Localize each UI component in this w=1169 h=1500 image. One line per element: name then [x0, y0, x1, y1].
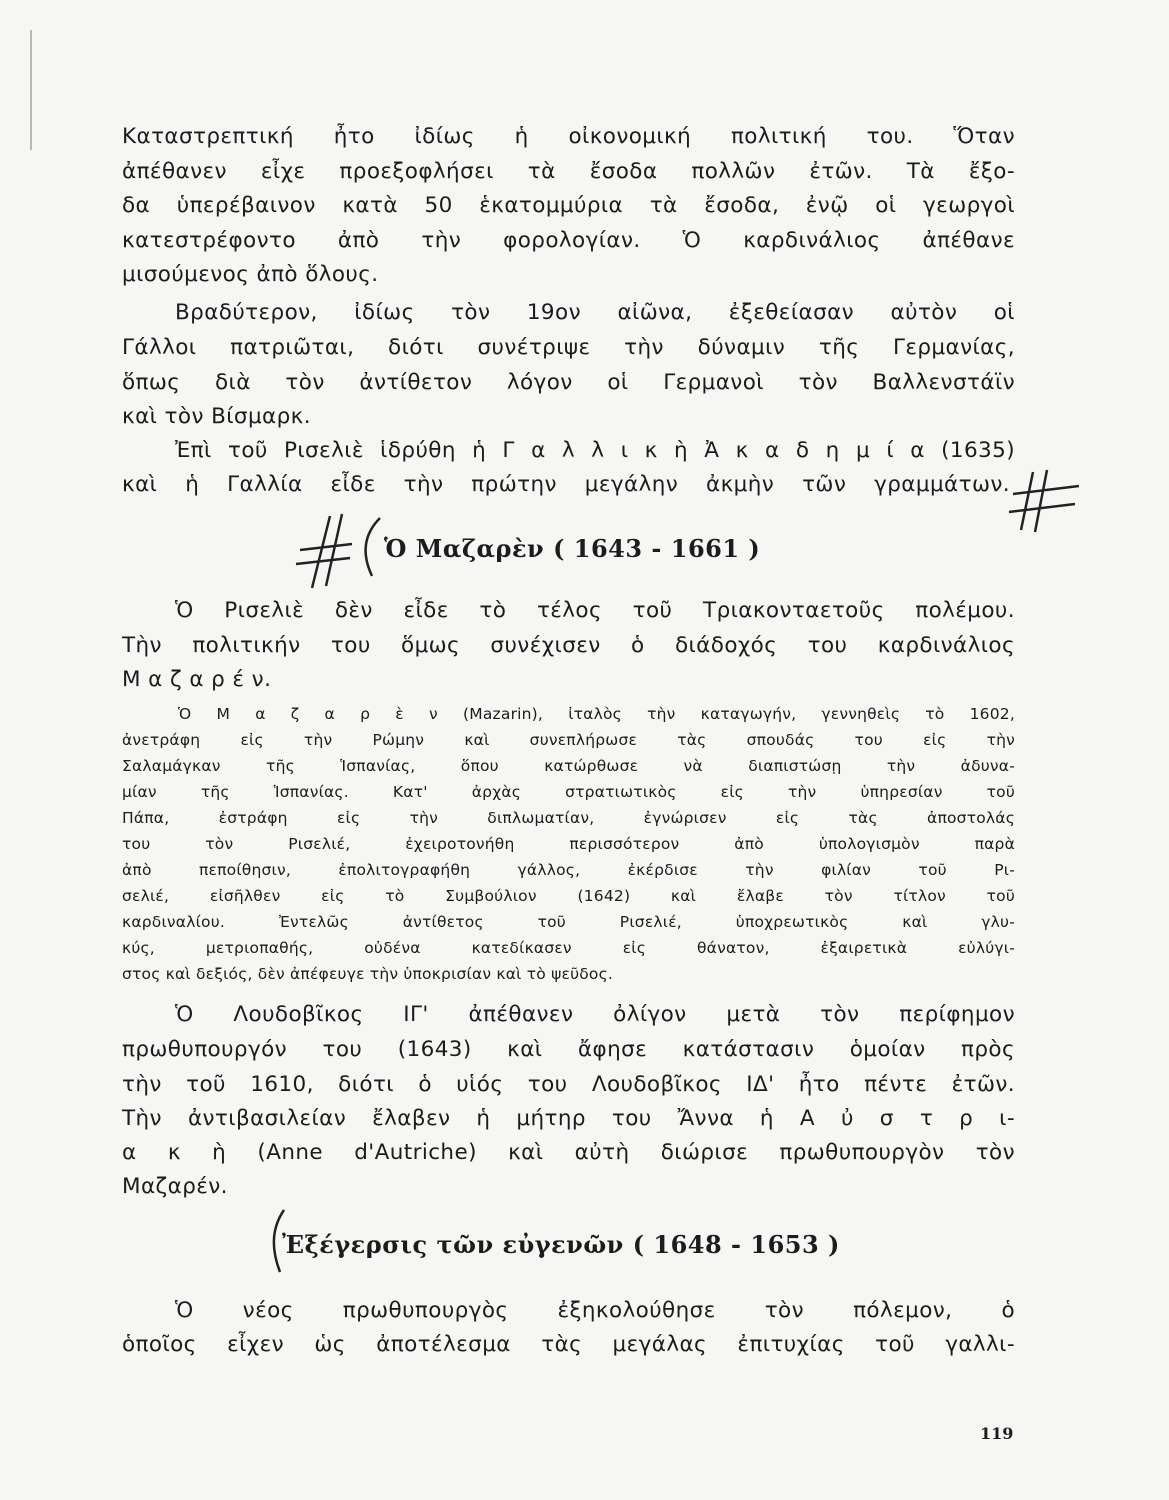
- text-line: Ἐπὶ τοῦ Ρισελιὲ ἱδρύθη ἡ Γ α λ λ ι κ ὴ Ἀ κ α δ η μ ί α (1635): [175, 438, 1015, 463]
- text-line: Βραδύτερον, ἰδίως τὸν 19ον αἰῶνα, ἐξεθείασαν αὐτὸν οἱ: [175, 300, 1015, 325]
- note-line: ἀπὸ πεποίθησιν, ἐπολιτογραφήθη γάλλος, ἐκέρδισε τὴν φιλίαν τοῦ Ρι-: [122, 861, 1015, 879]
- text-line: Μ α ζ α ρ έ ν.: [122, 667, 272, 692]
- note-line: μίαν τῆς Ἱσπανίας. Κατ' ἀρχὰς στρατιωτικὸς εἰς τὴν ὑπηρεσίαν τοῦ: [122, 783, 1015, 801]
- text-line: ὁποῖος εἶχεν ὡς ἀποτέλεσμα τὰς μεγάλας ἐπιτυχίας τοῦ γαλλι-: [122, 1332, 1015, 1357]
- page-number: 119: [980, 1424, 1014, 1443]
- note-line: Ὁ Μ α ζ α ρ ὲ ν (Mazarin), ἰταλὸς τὴν καταγωγήν, γεννηθεὶς τὸ 1602,: [178, 705, 1015, 723]
- note-line: σελιέ, εἰσῆλθεν εἰς τὸ Συμβούλιον (1642) καὶ ἔλαβε τὸν τίτλον τοῦ: [122, 887, 1015, 905]
- text-line: Ὁ Λουδοβῖκος ΙΓ' ἀπέθανεν ὀλίγον μετὰ τὸν περίφημον: [175, 1002, 1015, 1027]
- note-line: του τὸν Ρισελιέ, ἐχειροτονήθη περισσότερον ἀπὸ ὑπολογισμὸν παρὰ: [122, 835, 1015, 853]
- text-line: Τὴν πολιτικήν του ὅμως συνέχισεν ὁ διάδοχός του καρδινάλιος: [122, 633, 1015, 658]
- section-heading: Ὁ Μαζαρὲν ( 1643 - 1661 ): [384, 534, 761, 563]
- text-line: πρωθυπουργόν του (1643) καὶ ἄφησε κατάστασιν ὁμοίαν πρὸς: [122, 1037, 1015, 1062]
- text-line: μισούμενος ἀπὸ ὅλους.: [122, 262, 379, 287]
- text-line: κατεστρέφοντο ἀπὸ τὴν φορολογίαν. Ὁ καρδινάλιος ἀπέθανε: [122, 228, 1015, 253]
- text-line: Γάλλοι πατριῶται, διότι συνέτριψε τὴν δύναμιν τῆς Γερμανίας,: [122, 335, 1015, 360]
- text-line: τὴν τοῦ 1610, διότι ὁ υἱός του Λουδοβῖκος ΙΔ' ἦτο πέντε ἐτῶν.: [122, 1072, 1015, 1097]
- note-line: καρδιναλίου. Ἐντελῶς ἀντίθετος τοῦ Ρισελιέ, ὑποχρεωτικὸς καὶ γλυ-: [122, 913, 1015, 931]
- text-line: Ὁ νέος πρωθυπουργὸς ἐξηκολούθησε τὸν πόλεμον, ὁ: [175, 1298, 1015, 1323]
- text-line: δα ὑπερέβαινον κατὰ 50 ἑκατομμύρια τὰ ἔσοδα, ἐνῷ οἱ γεωργοὶ: [122, 193, 1015, 218]
- note-line: Σαλαμάγκαν τῆς Ἱσπανίας, ὅπου κατώρθωσε νὰ διαπιστώσῃ τὴν ἀδυνα-: [122, 757, 1015, 775]
- text-line: Ὁ Ρισελιὲ δὲν εἶδε τὸ τέλος τοῦ Τριακονταετοῦς πολέμου.: [175, 598, 1015, 623]
- note-line: Πάπα, ἐστράφη εἰς τὴν διπλωματίαν, ἐγνώρισεν εἰς τὰς ἀποστολάς: [122, 809, 1015, 827]
- note-line: ἀνετράφη εἰς τὴν Ρώμην καὶ συνεπλήρωσε τὰς σπουδάς του εἰς τὴν: [122, 731, 1015, 749]
- text-line: ὅπως διὰ τὸν ἀντίθετον λόγον οἱ Γερμανοὶ τὸν Βαλλενστάϊν: [122, 370, 1015, 395]
- text-line: Μαζαρέν.: [122, 1174, 228, 1199]
- scan-edge-mark: [30, 30, 32, 150]
- text-line: Καταστρεπτική ἦτο ἰδίως ἡ οἰκονομική πολιτική του. Ὅταν: [122, 124, 1015, 149]
- note-line: κύς, μετριοπαθής, οὐδένα κατεδίκασεν εἰς θάνατον, ἐξαιρετικὰ εὐλύγι-: [122, 939, 1015, 957]
- note-line: στος καὶ δεξιός, δὲν ἀπέφευγε τὴν ὑποκρισίαν καὶ τὸ ψεῦδος.: [122, 965, 614, 983]
- handwritten-hash-mark: [1005, 468, 1085, 538]
- text-line: ἀπέθανεν εἶχε προεξοφλήσει τὰ ἔσοδα πολλῶν ἐτῶν. Τὰ ἔξο-: [122, 159, 1015, 184]
- text-line: καὶ τὸν Βίσμαρκ.: [122, 404, 311, 429]
- text-line: Τὴν ἀντιβασιλείαν ἔλαβεν ἡ μήτηρ του Ἄννα ἡ Α ὐ σ τ ρ ι-: [122, 1106, 1015, 1131]
- text-line: καὶ ἡ Γαλλία εἶδε τὴν πρώτην μεγάλην ἀκμὴν τῶν γραμμάτων.: [122, 472, 1010, 497]
- text-line: α κ ὴ (Anne d'Autriche) καὶ αὐτὴ διώρισε πρωθυπουργὸν τὸν: [122, 1140, 1015, 1165]
- section-heading: Ἐξέγερσις τῶν εὐγενῶν ( 1648 - 1653 ): [282, 1230, 840, 1259]
